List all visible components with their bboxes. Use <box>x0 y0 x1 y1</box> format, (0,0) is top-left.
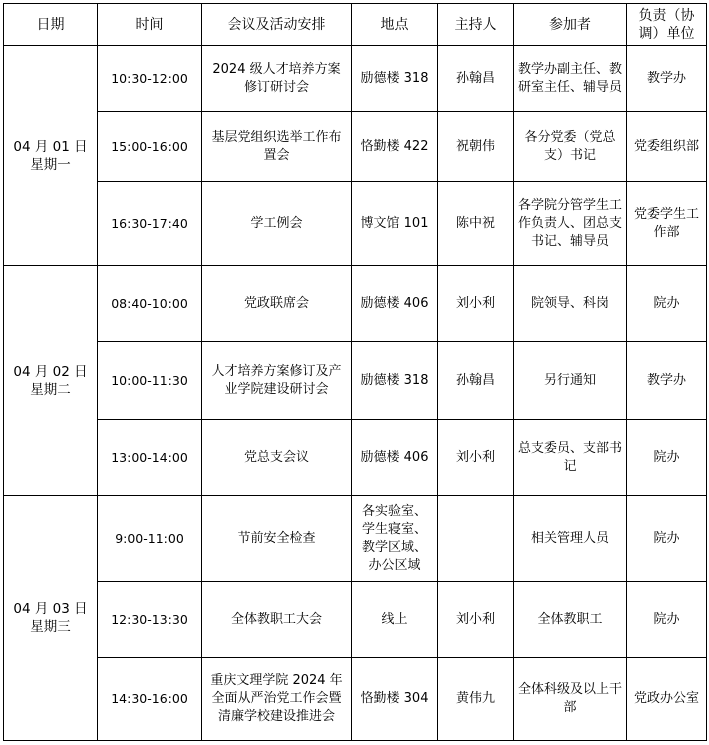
schedule-table <box>3 3 707 741</box>
host-cell: 黄伟九 <box>438 658 514 741</box>
header-unit: 负责（协调）单位 <box>627 4 707 46</box>
attendees-cell: 院领导、科岗 <box>514 266 627 342</box>
time-cell: 15:00-16:00 <box>98 112 202 182</box>
place-cell: 恪勤楼 304 <box>352 658 438 741</box>
date-cell <box>4 46 98 266</box>
unit-cell: 院办 <box>627 582 707 658</box>
attendees-cell: 全体教职工 <box>514 582 627 658</box>
unit-cell: 教学办 <box>627 342 707 420</box>
host-cell: 祝朝伟 <box>438 112 514 182</box>
unit-cell: 党委学生工作部 <box>627 182 707 266</box>
event-cell: 重庆文理学院 2024 年全面从严治党工作会暨清廉学校建设推进会 <box>202 658 352 741</box>
host-cell: 刘小利 <box>438 266 514 342</box>
table-row <box>4 658 707 741</box>
table-row <box>4 46 707 112</box>
table-row <box>4 112 707 182</box>
table-row <box>4 182 707 266</box>
unit-cell: 党政办公室 <box>627 658 707 741</box>
time-cell: 12:30-13:30 <box>98 582 202 658</box>
attendees-cell: 另行通知 <box>514 342 627 420</box>
weekday-text: 星期一 <box>30 156 71 173</box>
unit-cell: 教学办 <box>627 46 707 112</box>
table-row <box>4 420 707 496</box>
header-date: 日期 <box>4 4 98 46</box>
table-row <box>4 342 707 420</box>
host-cell: 孙翰昌 <box>438 46 514 112</box>
header-row <box>4 4 707 46</box>
date-cell <box>4 266 98 496</box>
place-cell: 励德楼 406 <box>352 420 438 496</box>
unit-cell: 院办 <box>627 420 707 496</box>
event-cell: 人才培养方案修订及产业学院建设研讨会 <box>202 342 352 420</box>
table-row <box>4 496 707 582</box>
event-cell: 党总支会议 <box>202 420 352 496</box>
table-row <box>4 582 707 658</box>
event-cell: 全体教职工大会 <box>202 582 352 658</box>
event-cell: 党政联席会 <box>202 266 352 342</box>
host-cell: 陈中祝 <box>438 182 514 266</box>
time-cell: 9:00-11:00 <box>98 496 202 582</box>
place-cell: 博文馆 101 <box>352 182 438 266</box>
event-cell: 基层党组织选举工作布置会 <box>202 112 352 182</box>
attendees-cell: 全体科级及以上干部 <box>514 658 627 741</box>
time-cell: 10:30-12:00 <box>98 46 202 112</box>
attendees-cell: 各学院分管学生工作负责人、团总支书记、辅导员 <box>514 182 627 266</box>
attendees-cell: 总支委员、支部书记 <box>514 420 627 496</box>
host-cell <box>438 496 514 582</box>
weekday-text: 星期二 <box>30 381 71 398</box>
place-cell: 励德楼 318 <box>352 46 438 112</box>
host-cell: 孙翰昌 <box>438 342 514 420</box>
event-cell: 学工例会 <box>202 182 352 266</box>
unit-cell: 院办 <box>627 266 707 342</box>
event-cell: 2024 级人才培养方案修订研讨会 <box>202 46 352 112</box>
date-text: 04 月 03 日 <box>13 601 88 617</box>
time-cell: 13:00-14:00 <box>98 420 202 496</box>
place-cell: 恪勤楼 422 <box>352 112 438 182</box>
attendees-cell: 各分党委（党总支）书记 <box>514 112 627 182</box>
time-cell: 14:30-16:00 <box>98 658 202 741</box>
attendees-cell: 教学办副主任、教研室主任、辅导员 <box>514 46 627 112</box>
header-event: 会议及活动安排 <box>202 4 352 46</box>
header-place: 地点 <box>352 4 438 46</box>
place-cell: 各实验室、学生寝室、教学区域、办公区域 <box>352 496 438 582</box>
unit-cell: 院办 <box>627 496 707 582</box>
header-attendees: 参加者 <box>514 4 627 46</box>
time-cell: 08:40-10:00 <box>98 266 202 342</box>
attendees-cell: 相关管理人员 <box>514 496 627 582</box>
place-cell: 线上 <box>352 582 438 658</box>
host-cell: 刘小利 <box>438 420 514 496</box>
date-text: 04 月 01 日 <box>13 138 88 155</box>
place-cell: 励德楼 318 <box>352 342 438 420</box>
weekday-text: 星期三 <box>30 619 71 635</box>
header-host: 主持人 <box>438 4 514 46</box>
date-text: 04 月 02 日 <box>13 363 88 380</box>
place-cell: 励德楼 406 <box>352 266 438 342</box>
date-cell <box>4 496 98 741</box>
time-cell: 10:00-11:30 <box>98 342 202 420</box>
header-time: 时间 <box>98 4 202 46</box>
time-cell: 16:30-17:40 <box>98 182 202 266</box>
event-cell: 节前安全检查 <box>202 496 352 582</box>
table-row <box>4 266 707 342</box>
unit-cell: 党委组织部 <box>627 112 707 182</box>
host-cell: 刘小利 <box>438 582 514 658</box>
